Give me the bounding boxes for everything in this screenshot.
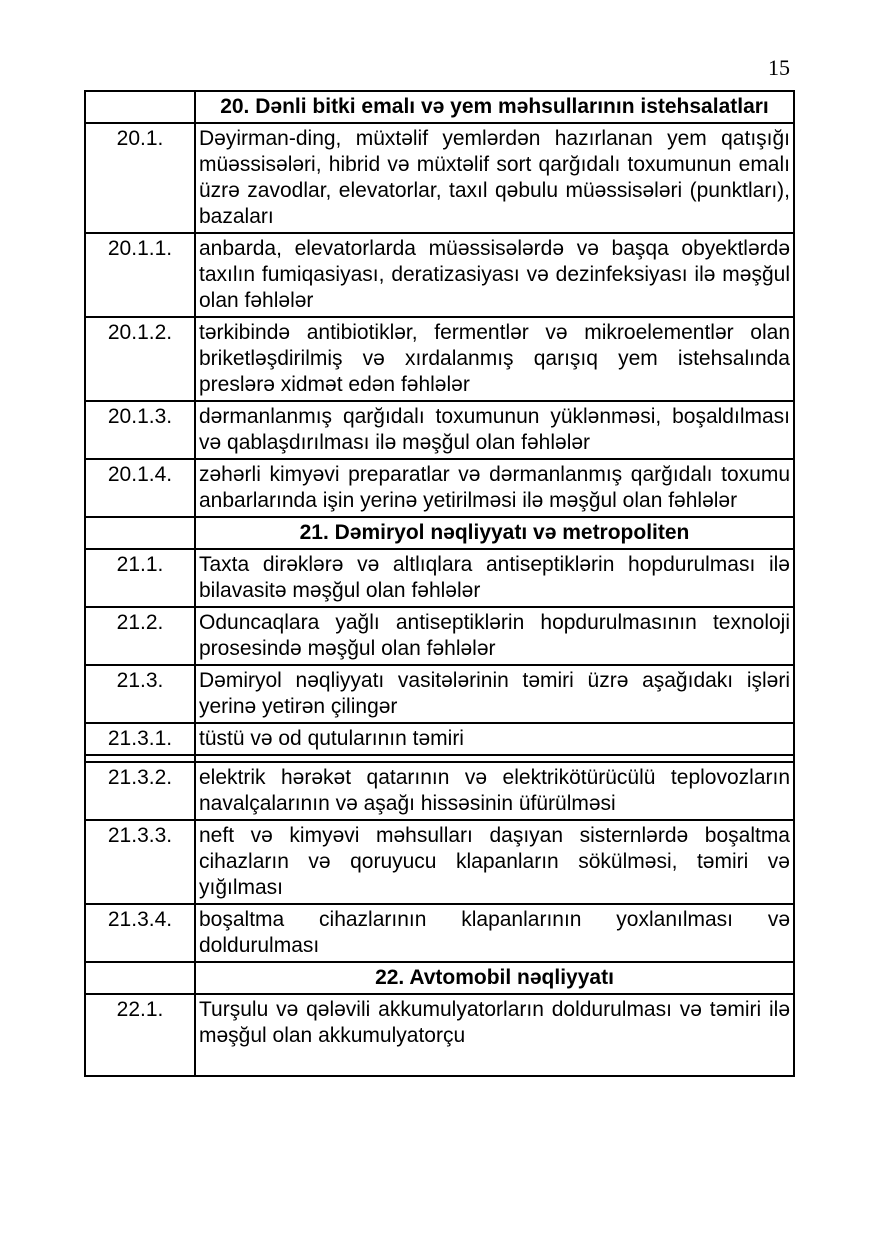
table-row [85,123,794,233]
table-row [85,994,794,1076]
row-number-cell: 21.2. [85,607,195,665]
row-description-cell: tüstü və od qutularının təmiri [195,723,794,755]
row-description-cell: boşaltma cihazlarının klapanlarının yoxlanılması və doldurulması [195,904,794,962]
row-description-cell: Dəyirman-ding, müxtəlif yemlərdən hazırlanan yem qatışığı müəssisələri, hibrid və müxtəlif sort qarğıdalı toxumunun emalı üzrə zavodlar, elevatorlar, taxıl qəbulu müəssisələri (punktları), bazaları [195,123,794,233]
row-number-cell [85,517,195,549]
occupation-table-body [85,91,794,1076]
row-description-cell: elektrik hərəkət qatarının və elektrikötürücülü teplovozların navalçalarının və aşağı hissəsinin üfürülməsi [195,762,794,820]
occupation-table [84,90,795,1077]
row-number-cell: 21.3.4. [85,904,195,962]
row-number-cell [85,962,195,994]
table-row [85,459,794,517]
row-description-cell: zəhərli kimyəvi preparatlar və dərmanlanmış qarğıdalı toxumu anbarlarında işin yerinə yetirilməsi ilə məşğul olan fəhlələr [195,459,794,517]
row-number-cell: 21.1. [85,549,195,607]
section-header-row [85,517,794,549]
section-header-row [85,91,794,123]
table-row [85,607,794,665]
row-number-cell: 21.3.1. [85,723,195,755]
spacer-cell [195,755,794,762]
row-description-cell: Dəmiryol nəqliyyatı vasitələrinin təmiri üzrə aşağıdakı işləri yerinə yetirən çilingər [195,665,794,723]
row-number-cell: 20.1.1. [85,233,195,317]
section-header-row [85,962,794,994]
row-number-cell: 22.1. [85,994,195,1076]
row-number-cell: 20.1.2. [85,317,195,401]
row-description-cell: anbarda, elevatorlarda müəssisələrdə və başqa obyektlərdə taxılın fumiqasiyası, deratizasiyası və dezinfeksiyası ilə məşğul olan fəhlələr [195,233,794,317]
row-number-cell: 20.1.3. [85,401,195,459]
section-title: 21. Dəmiryol nəqliyyatı və metropoliten [195,517,794,549]
row-description-cell: Oduncaqlara yağlı antiseptiklərin hopdurulmasının texnoloji prosesində məşğul olan fəhlələr [195,607,794,665]
table-row [85,233,794,317]
section-title: 22. Avtomobil nəqliyyatı [195,962,794,994]
table-row [85,317,794,401]
table-row [85,762,794,820]
table-row [85,665,794,723]
row-description-cell: dərmanlanmış qarğıdalı toxumunun yüklənməsi, boşaldılması və qablaşdırılması ilə məşğul olan fəhlələr [195,401,794,459]
table-row [85,820,794,904]
row-number-cell: 21.3.3. [85,820,195,904]
page-number: 15 [768,55,790,80]
row-number-cell [85,91,195,123]
row-spacer [85,755,794,762]
row-description-cell: Turşulu və qələvili akkumulyatorların doldurulması və təmiri ilə məşğul olan akkumulyatorçu [195,994,794,1076]
table-row [85,723,794,755]
row-number-cell: 21.3.2. [85,762,195,820]
row-description-cell: neft və kimyəvi məhsulları daşıyan sisternlərdə boşaltma cihazların və qoruyucu klapanların sökülməsi, təmiri və yığılması [195,820,794,904]
row-number-cell: 20.1.4. [85,459,195,517]
table-row [85,904,794,962]
row-description-cell: tərkibində antibiotiklər, fermentlər və mikroelementlər olan briketləşdirilmiş və xırdalanmış qarışıq yem istehsalında preslərə xidmət edən fəhlələr [195,317,794,401]
row-number-cell: 20.1. [85,123,195,233]
table-row [85,549,794,607]
section-title: 20. Dənli bitki emalı və yem məhsullarının istehsalatları [195,91,794,123]
row-description-cell: Taxta dirəklərə və altlıqlara antiseptiklərin hopdurulması ilə bilavasitə məşğul olan fəhlələr [195,549,794,607]
spacer-cell [85,755,195,762]
row-number-cell: 21.3. [85,665,195,723]
table-row [85,401,794,459]
